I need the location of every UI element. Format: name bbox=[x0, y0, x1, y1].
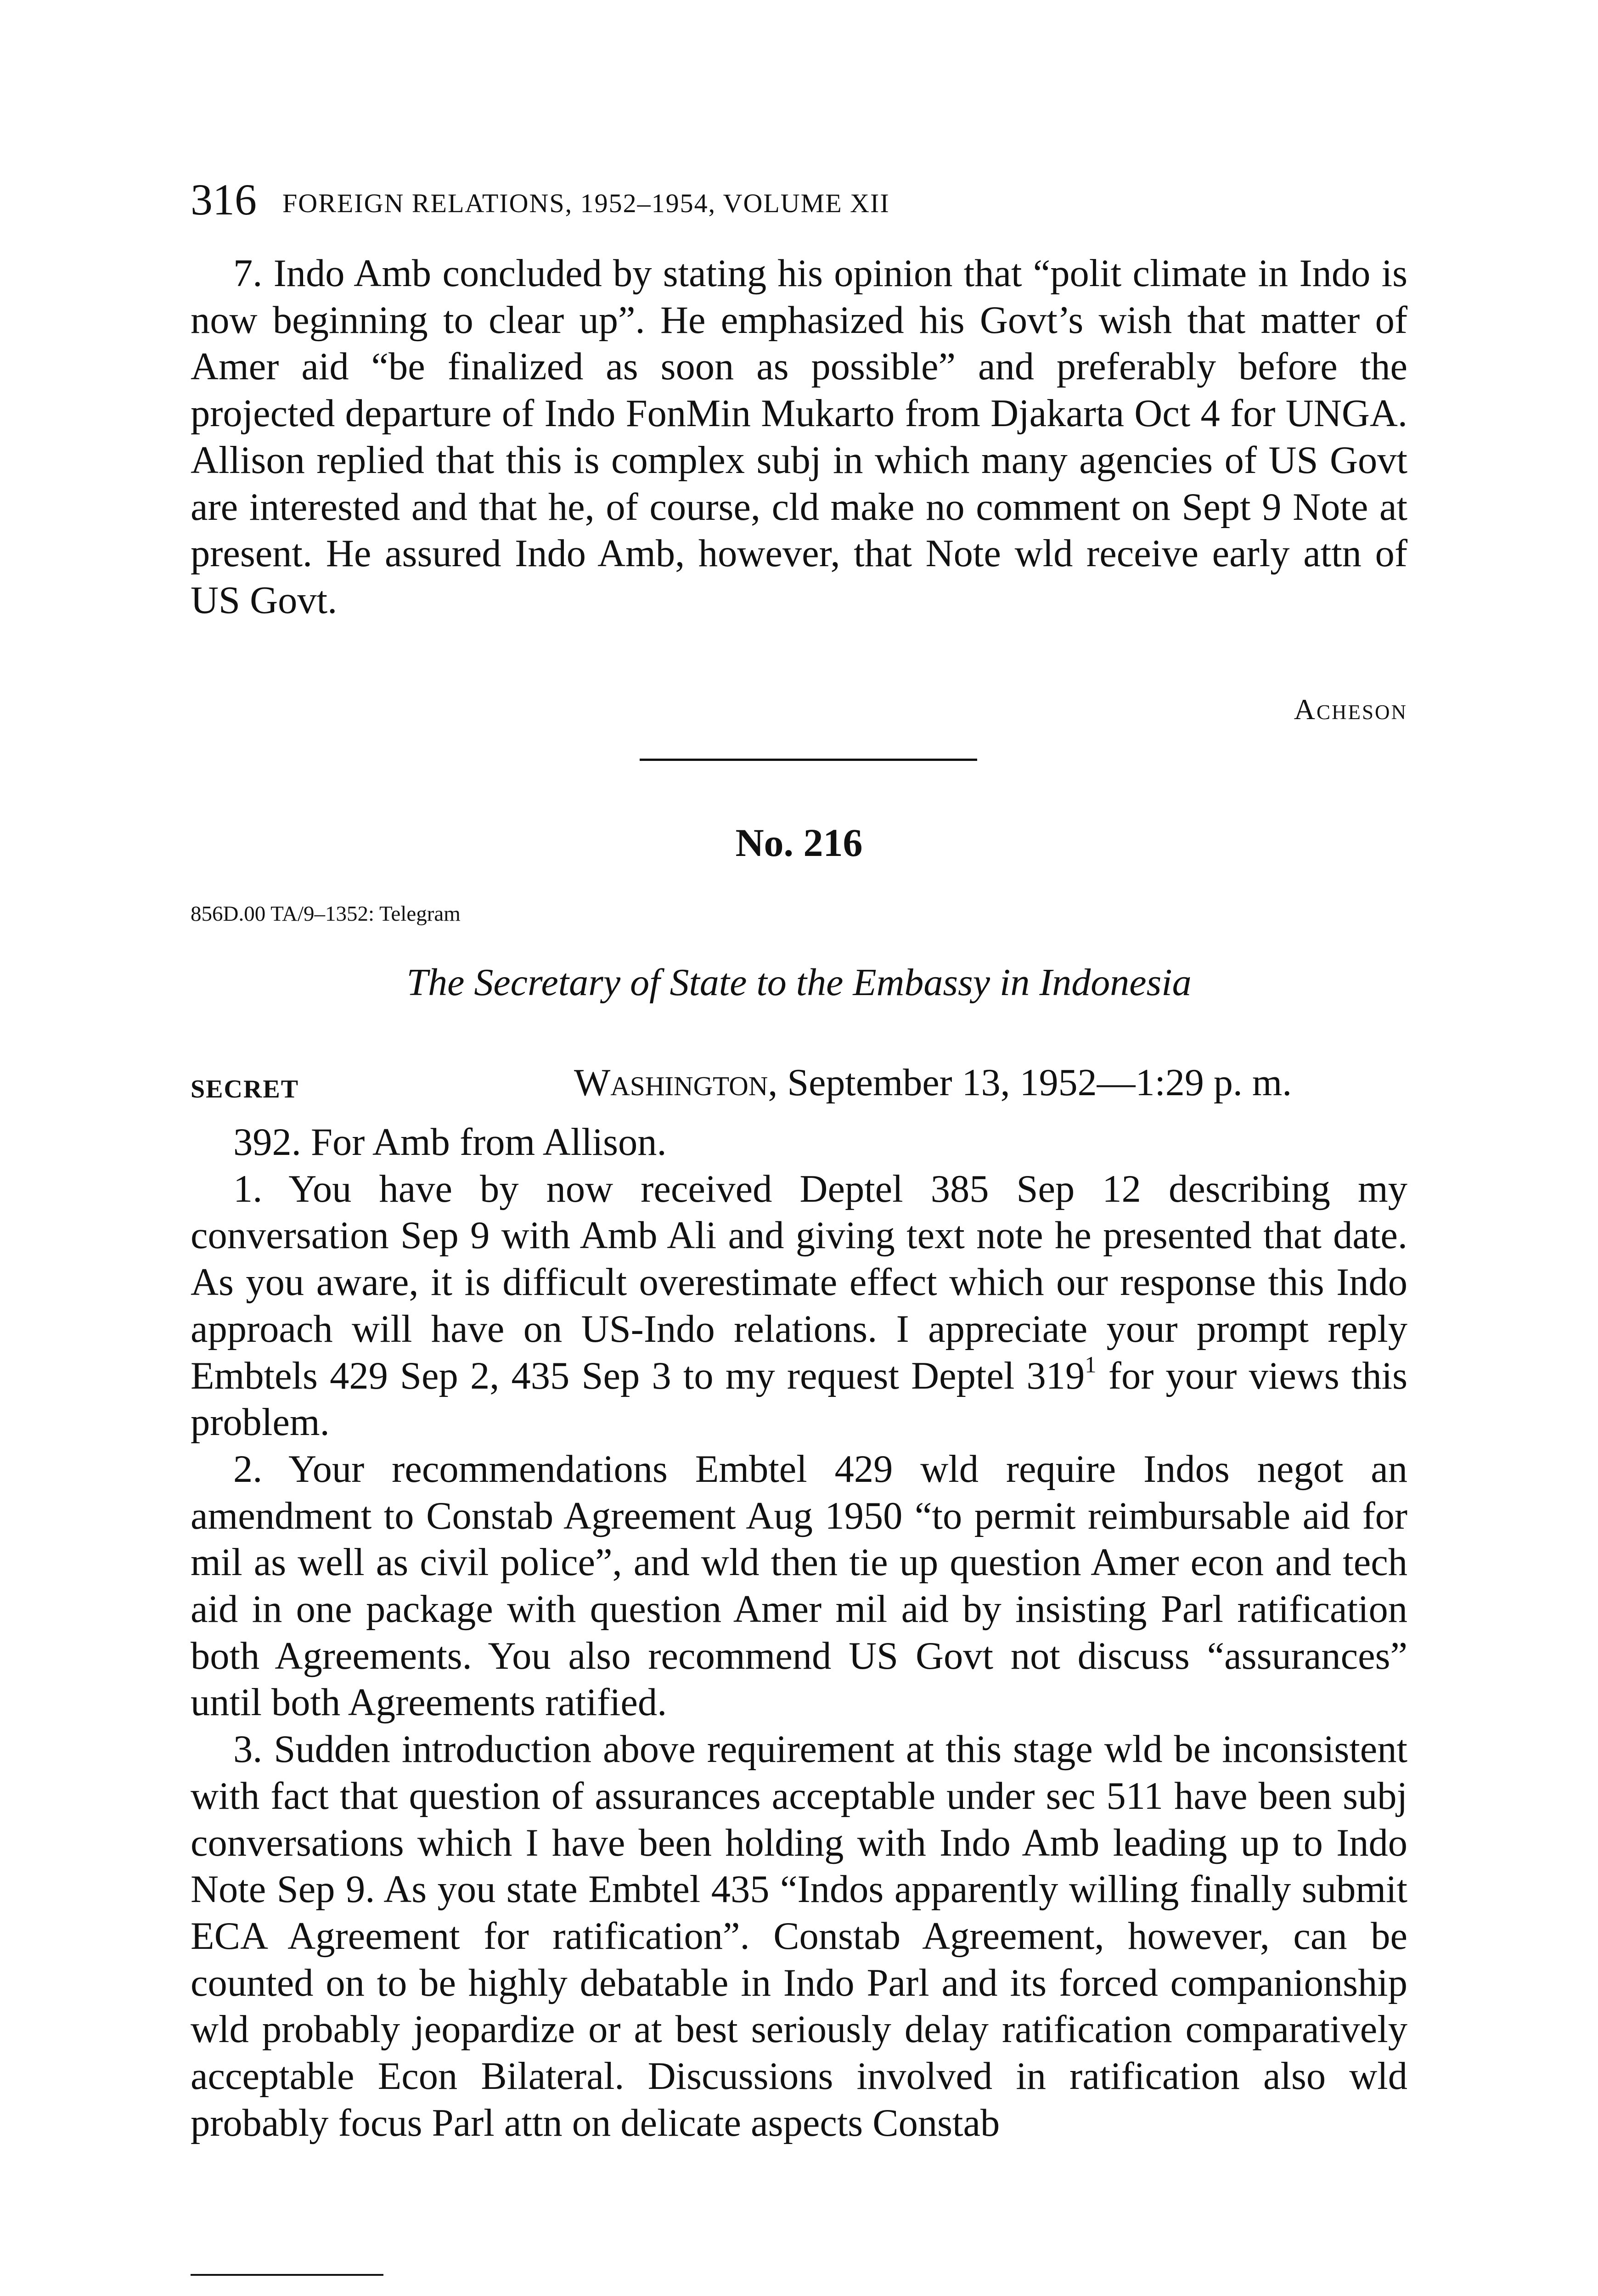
page-header bbox=[191, 172, 1407, 227]
paragraph-2: 2. Your recommendations Embtel 429 wld require Indos negot an amendment to Constab Agreement Aug 1950 “to permit reimbursable aid for mil as well as civil police”, and wld then tie up question Amer econ and tech aid in one package with question Amer mil aid by insisting Parl ratification both Agreements. You also recommend US Govt not discuss “assurances” until both Agreements ratified. bbox=[191, 1447, 1407, 1724]
document-number: No. 216 bbox=[735, 821, 863, 865]
page-number: 316 bbox=[191, 175, 257, 224]
section-divider bbox=[640, 759, 977, 761]
paragraph-1-text-end: for your views this problem. bbox=[191, 1354, 1407, 1444]
running-head: FOREIGN RELATIONS, 1952–1954, VOLUME XII bbox=[282, 188, 890, 218]
footnote-rule bbox=[191, 2274, 383, 2276]
paragraph-7: 7. Indo Amb concluded by stating his opinion that “polit climate in Indo is now beginning to clear up”. He emphasized his Govt’s wish that matter of Amer aid “be finalized as soon as possible” and preferably before the projected departure of Indo FonMin Mukarto from Djakarta Oct 4 for UNGA. Allison replied that this is complex subj in which many agencies of US Govt are interested and that he, of course, cld make no comment on Sept 9 Note at present. He assured Indo Amb, however, that Note wld receive early attn of US Govt. bbox=[191, 252, 1407, 622]
footnote-reference: 1 bbox=[1085, 1351, 1097, 1378]
continuation-section bbox=[191, 250, 1407, 624]
file-reference: 856D.00 TA/9–1352: Telegram bbox=[191, 902, 461, 926]
dateline-date: September 13, 1952—1:29 p. m. bbox=[787, 1061, 1292, 1104]
classification-label: SECRET bbox=[191, 1075, 299, 1103]
document-title: The Secretary of State to the Embassy in Indonesia bbox=[406, 961, 1192, 1004]
dateline bbox=[574, 1060, 1292, 1106]
opening-line: 392. For Amb from Allison. bbox=[233, 1121, 667, 1164]
telegram-body bbox=[191, 1119, 1407, 2146]
paragraph-3: 3. Sudden introduction above requirement at this stage wld be inconsistent with fact that question of assurances acceptable under sec 511 have been subj conversations which I have been holding with Indo Amb leading up to Indo Note Sep 9. As you state Embtel 435 “Indos apparently willing finally submit ECA Agreement for ratification”. Constab Agreement, however, can be counted on to be highly debatable in Indo Parl and its forced companionship wld probably jeopardize or at best seriously delay ratification comparatively acceptable Econ Bilateral. Discussions involved in ratification also wld probably focus Parl attn on delicate aspects Constab bbox=[191, 1728, 1407, 2144]
paragraph-1-text: 1. You have by now received Deptel 385 Sep 12 describing my conversation Sep 9 with Amb Ali and giving text note he presented that date. As you aware, it is difficult overestimate effect which our response this Indo approach will have on US-Indo relations. I appreciate your prompt reply Embtels 429 Sep 2, 435 Sep 3 to my request Deptel 319 bbox=[191, 1167, 1407, 1397]
dateline-place: Washington, bbox=[574, 1061, 778, 1104]
signature: Acheson bbox=[1294, 693, 1407, 726]
paragraph-1 bbox=[191, 1166, 1407, 1446]
